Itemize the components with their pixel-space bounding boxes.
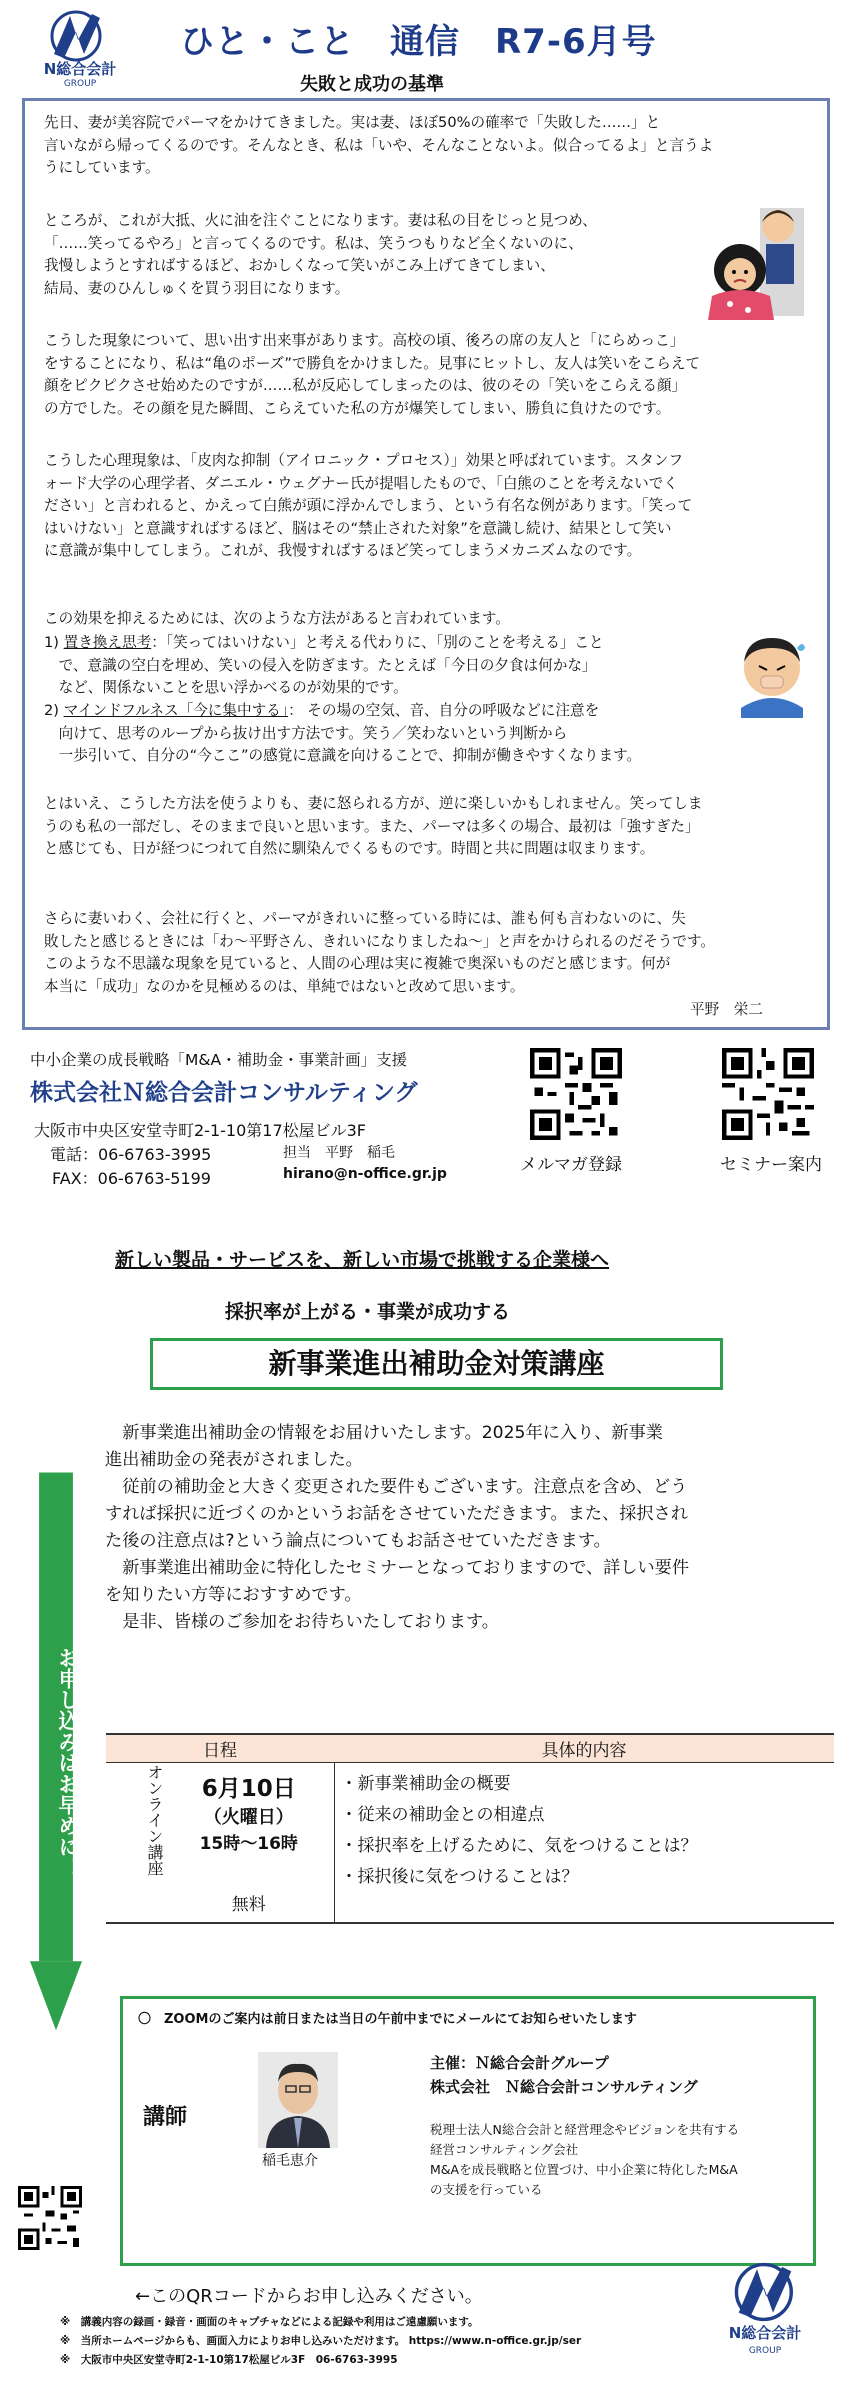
content-item: ・採択後に気をつけることは？ [340, 1867, 579, 1887]
content-item: ・従来の補助金との相違点 [340, 1805, 545, 1825]
company-tel: 電話：06-6763-3995 [50, 1145, 212, 1164]
newsletter-qr-label: メルマガ登録 [520, 1155, 622, 1175]
company-tagline: 中小企業の成長戦略「M&A・補助金・事業計画」支援 [30, 1051, 408, 1069]
company-email[interactable]: hirano@n-office.gr.jp [283, 1166, 447, 1182]
essay-paragraph-3: こうした現象について、思い出す出来事があります。高校の頃、後ろの席の友人と「にらめっこ」 をすることになり、私は“亀のポーズ”で勝負をかけました。見事にヒットし、友人は笑いをこらえて 顔をピクピクさせ始めたのですが……私が反応してしまったのは、彼のその「笑いをこらえる顔」 の方でした。その顔を見た瞬間、こらえていた私の方が爆笑してしまい、勝負に負けたのです。 [44, 332, 701, 417]
company-fax: FAX：06-6763-5199 [52, 1169, 211, 1188]
seminar-description: 新事業進出補助金の情報をお届けいたします。2025年に入り、新事業 進出補助金の発表がされました。 従前の補助金と大きく変更された要件もございます。注意点を含め、どう すれば採択に近づくのかというお話をさせていただきます。また、採択され た後の注意点は?という論点についてもお話させていただきます。 新事業進出補助金に特化したセミナーとなっておりますので、詳しい要件 を知りたい方等におすすめです。 是非、皆様のご参加をお待ちいたしております。 [105, 1423, 690, 1632]
qr-instruction: ←このQRコードからお申し込みください。 [135, 2286, 483, 2307]
holding-laughter-illustration [727, 628, 817, 718]
method-2-text: ： その場の空気、音、自分の呼吸などに注意を 向けて、思考のループから抜け出す方法です。笑う／笑わないという判断から 一歩引いて、自分の“今ここ”の感覚に意識を向けることで、抑制が働きやすくなります。 [58, 702, 642, 764]
seminar-benefit-tagline: 採択率が上がる・事業が成功する [225, 1301, 511, 1323]
essay-paragraph-2: ところが、これが大抵、火に油を注ぐことになります。妻は私の目をじっと見つめ、 「……笑ってるやろ」と言ってくるのです。私は、笑うつもりなど全くないのに、 我慢しようとすればするほど、おかしくなって笑いがこみ上げてきてしまい、 結局、妻のひんしゅくを買う羽目になります。 [44, 212, 597, 297]
seminar-date: 6月10日 [201, 1776, 296, 1802]
apply-early-note: お申し込みはお早めに！ [56, 1646, 80, 1878]
contact-person: 担当 平野 稲毛 [283, 1145, 395, 1161]
seminar-qr-code[interactable] [722, 1048, 814, 1140]
seminar-target-tagline: 新しい製品・サービスを、新しい市場で挑戦する企業様へ [115, 1249, 610, 1271]
method-1-text: ：「笑ってはいけない」と考える代わりに、「別のことを考える」こと で、意識の空白を埋め、笑いの侵入を防ぎます。たとえば「今日の夕食は何かな」 など、関係ないことを思い浮かべるのが効果的です。 [58, 634, 604, 696]
seminar-title: 新事業進出補助金対策講座 [150, 1338, 723, 1390]
lecturer-name: 稲毛恵介 [262, 2153, 318, 2169]
newsletter-title: ひと・こと 通信 R7-6月号 [180, 22, 657, 62]
schedule-table [106, 1733, 834, 1924]
seminar-time: 15時～16時 [199, 1834, 298, 1854]
company-logo-text: N総合会計 GROUP [43, 60, 117, 89]
n-logo-icon [42, 10, 112, 62]
essay-paragraph-4: こうした心理現象は、「皮肉な抑制（アイロニック・プロセス）」効果と呼ばれています。スタンフ ォード大学の心理学者、ダニエル・ウェグナー氏が提唱したもので、「白熊のことを考えないでく ださい」と言われると、かえって白熊が頭に浮かんでしまう、という有名な例があります。「笑って はいけない」と意識すればするほど、脳はその“禁止された対象”を意識し続け、結果として笑い に意識が集中してしまう。これが、我慢すればするほど笑ってしまうメカニズムなのです。 [44, 452, 693, 559]
method-1-label: 置き換え思考 [63, 634, 152, 651]
method-2: 2) マインドフルネス「今に集中する」： その場の空気、音、自分の呼吸などに注意を 向けて、思考のループから抜け出す方法です。笑う／笑わないという判断から 一歩引いて、自分の“今ここ”の感覚に意識を向けることで、抑制が働きやすくなります。 [44, 702, 642, 764]
company-address: 大阪市中央区安堂寺町2-1-10第17松屋ビル3F [34, 1121, 367, 1140]
footer-logo-text: N総合会計 GROUP [728, 2324, 802, 2356]
format-label: オンライン講座 [145, 1764, 164, 1876]
seminar-weekday: （火曜日） [203, 1807, 294, 1828]
content-item: ・新事業補助金の概要 [340, 1774, 511, 1794]
essay-paragraph-6: とはいえ、こうした方法を使うよりも、妻に怒られる方が、逆に楽しいかもしれません。笑ってしま うのも私の一部だし、そのままで良いと思います。また、パーマは多くの場合、最初は「強すぎた」 と感じても、日が経つにつれて自然に馴染んでくるものです。時間と共に問題は収まります。 [44, 795, 703, 857]
content-item: ・採択率を上げるために、気をつけることは？ [340, 1836, 698, 1856]
company-name: 株式会社Ｎ総合会計コンサルティング [30, 1080, 418, 1106]
newsletter-qr-code[interactable] [530, 1048, 622, 1140]
footnote-recording: ※ 講義内容の録画・録音・画面のキャプチャなどによる記録や利用はご遠慮願います。 [60, 2316, 479, 2328]
application-qr-code[interactable] [18, 2186, 82, 2250]
essay-paragraph-1: 先日、妻が美容院でパーマをかけてきました。実は妻、ほぼ50%の確率で「失敗した……」と 言いながら帰ってくるのです。そんなとき、私は「いや、そんなことないよ。似合ってるよ」と言うよ うにしています。 [44, 114, 714, 176]
hair-salon-illustration [690, 200, 810, 320]
schedule-date-cell [106, 1763, 334, 1923]
schedule-header-date: 日程 [106, 1734, 334, 1763]
method-2-label: マインドフルネス「今に集中する」 [63, 702, 289, 719]
seminar-fee: 無料 [231, 1895, 266, 1915]
essay-paragraph-5: この効果を抑えるためには、次のような方法があると言われています。 [44, 610, 510, 627]
essay-author: 平野 栄二 [690, 1001, 763, 1018]
essay-title: 失敗と成功の基準 [300, 74, 444, 95]
footer-n-logo-icon [725, 2262, 805, 2322]
lecturer-photo [258, 2052, 338, 2148]
schedule-header-content: 具体的内容 [334, 1734, 834, 1763]
lecturer-label: 講師 [143, 2105, 188, 2130]
seminar-qr-label: セミナー案内 [720, 1155, 822, 1175]
host-group: 主催：Ｎ総合会計グループ [430, 2054, 609, 2072]
schedule-content-cell [334, 1763, 834, 1923]
footnote-website[interactable]: ※ 当所ホームページからも、画面入力によりお申し込みいただけます。 https://www.n-office.gr.jp/ser [60, 2335, 582, 2347]
method-1: 1) 置き換え思考：「笑ってはいけない」と考える代わりに、「別のことを考える」こと で、意識の空白を埋め、笑いの侵入を防ぎます。たとえば「今日の夕食は何かな」 など、関係ないことを思い浮かべるのが効果的です。 [44, 634, 604, 696]
essay-paragraph-7: さらに妻いわく、会社に行くと、パーマがきれいに整っている時には、誰も何も言わないのに、失 敗したと感じるときには「わ～平野さん、きれいになりましたね～」と声をかけられるのだそうです。 このような不思議な現象を見ていると、人間の心理は実に複雑で奥深いものだと感じます。何が 本当に「成功」なのかを見極めるのは、単純ではないと改めて思います。 [44, 910, 716, 995]
lecturer-profile: 税理士法人N総合会計と経営理念やビジョンを共有する 経営コンサルティング会社 M&Aを成長戦略と位置づけ、中小企業に特化したM&A の支援を行っている [430, 2122, 740, 2197]
zoom-note: 〇 ZOOMのご案内は前日または当日の午前中までにメールにてお知らせいたします [138, 2012, 637, 2027]
footnote-address: ※ 大阪市中央区安堂寺町2-1-10第17松屋ビル3F 06-6763-3995 [60, 2354, 398, 2366]
host-company: 株式会社 Ｎ総合会計コンサルティング [430, 2078, 698, 2096]
